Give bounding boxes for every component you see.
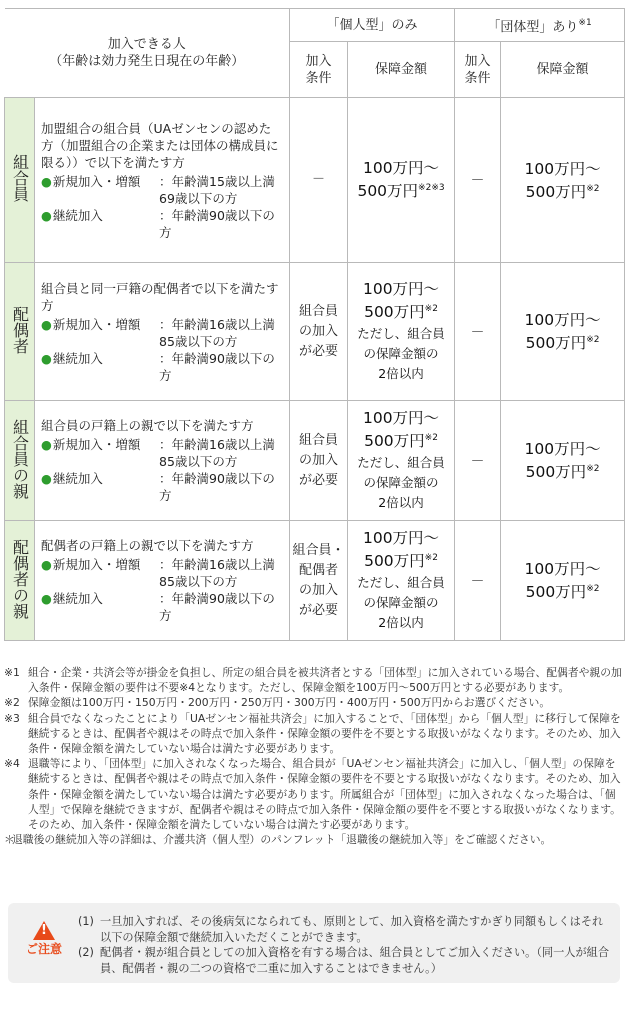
caution-item (78, 914, 613, 945)
bullet-dot-icon: ● (41, 557, 52, 572)
table-row (5, 263, 625, 401)
condition-item-value: ：年齢満15歳以上満69歳以下の方 (159, 173, 275, 206)
individual-amount-sup: ※2 (424, 553, 438, 563)
individual-amount-value: 100万円～ 500万円 (362, 529, 440, 570)
header-team-condition: 加入 条件 (455, 42, 501, 98)
condition-item-label: 継続加入 (52, 207, 103, 223)
individual-amount-sup: ※2 (424, 304, 438, 314)
individual-condition: 組合員 の加入 が必要 (290, 263, 348, 401)
condition-item-label: 新規加入・増額 (52, 316, 141, 332)
footnote (4, 832, 624, 847)
individual-condition: 組合員・ 配偶者 の加入 が必要 (290, 521, 348, 641)
caution-item-mark: (2) (78, 946, 94, 960)
footnotes (4, 665, 624, 847)
condition-item-value: ：年齢満90歳以下の方 (159, 591, 275, 623)
condition-item (41, 350, 283, 384)
eligibility-conditions (35, 98, 290, 263)
footnote (4, 711, 624, 757)
team-amount-value: 100万円～ 500万円 (524, 311, 601, 352)
eligibility-intro: 配偶者の戸籍上の親で以下を満たす方 (41, 538, 254, 553)
team-amount (501, 263, 625, 401)
team-amount (501, 401, 625, 521)
header-team (455, 9, 625, 42)
team-amount-sup: ※2 (586, 464, 600, 474)
condition-item-value: ：年齢満16歳以上満85歳以下の方 (159, 557, 275, 589)
team-amount-sup: ※2 (586, 183, 600, 194)
caution-item-text: 一旦加入すれば、その後病気になられても、原則として、加入資格を満たすかぎり同額もしくはそれ以下の保障金額で継続加入いただくことができます。 (100, 915, 604, 944)
team-condition: － (455, 98, 501, 263)
table-row (5, 521, 625, 641)
eligibility-intro: 加盟組合の組合員（UAゼンセンの認めた方（加盟組合の企業または団体の構成員に限る））で以下を満たす方 (41, 120, 279, 170)
header-team-sup: ※1 (578, 17, 592, 28)
condition-item-label: 継続加入 (52, 350, 103, 366)
footnote-mark: ※2 (4, 696, 20, 710)
condition-item (41, 316, 283, 350)
footnote-mark: ※3 (4, 711, 20, 725)
header-eligible-sub: （年齢は効力発生日現在の年齢） (49, 54, 245, 69)
team-amount (501, 98, 625, 263)
footnote (4, 665, 624, 695)
header-ind-amount: 保障金額 (348, 42, 455, 98)
team-amount-sup: ※2 (586, 584, 600, 594)
table-row (5, 401, 625, 521)
eligibility-intro: 組合員と同一戸籍の配偶者で以下を満たす方 (41, 280, 279, 313)
individual-condition: － (290, 98, 348, 263)
footnote-text: 組合員でなくなったことにより「UAゼンセン福祉共済会」に加入することで、「団体型」から「個人型」に移行して保障を継続するときは、配偶者や親はその時点で加入条件・保障金額の要件を不要とする取扱いがなくなります。そのため、加入条件・保障金額を満たしていない場合は満たす必要があります。 (28, 711, 621, 756)
row-label: 組合員 (5, 98, 35, 263)
individual-amount (348, 263, 455, 401)
condition-item (41, 207, 283, 241)
coverage-table (4, 8, 625, 641)
footnote (4, 756, 624, 832)
individual-amount-note: ただし、組合員 の保障金額の 2倍以内 (357, 326, 445, 381)
condition-item (41, 590, 283, 624)
caution-item-mark: (1) (78, 915, 94, 928)
team-amount (501, 521, 625, 641)
bullet-dot-icon: ● (41, 437, 52, 452)
condition-item-label: 新規加入・増額 (52, 437, 141, 452)
individual-amount-note: ただし、組合員 の保障金額の 2倍以内 (357, 575, 445, 630)
condition-item (41, 436, 283, 470)
team-condition: － (455, 401, 501, 521)
caution-item (78, 945, 613, 976)
bullet-dot-icon: ● (41, 173, 52, 189)
footnote (4, 695, 624, 710)
warning-triangle-icon (33, 921, 55, 940)
individual-amount-value: 100万円～ 500万円 (362, 409, 440, 450)
header-ind-condition: 加入 条件 (290, 42, 348, 98)
eligibility-conditions (35, 521, 290, 641)
footnote-mark: ※4 (4, 757, 20, 771)
row-label: 配偶者 (5, 263, 35, 401)
caution-box (8, 903, 620, 983)
condition-item (41, 556, 283, 590)
row-label: 組合員の親 (5, 401, 35, 521)
footnote-text: 退職後の継続加入等の詳細は、介護共済（個人型）のパンフレット「退職後の継続加入等」をご確認ください。 (12, 833, 552, 847)
row-label: 配偶者の親 (5, 521, 35, 641)
individual-condition: 組合員 の加入 が必要 (290, 401, 348, 521)
bullet-dot-icon: ● (41, 471, 52, 486)
condition-item (41, 173, 283, 207)
bullet-dot-icon: ● (41, 207, 52, 223)
header-eligible (5, 9, 290, 98)
bullet-dot-icon: ● (41, 316, 52, 332)
caution-item-text: 配偶者・親が組合員としての加入資格を有する場合は、組合員としてご加入ください。（同一人が組合員、配偶者・親の二つの資格で二重に加入することはできません。） (100, 946, 610, 975)
condition-item-label: 新規加入・増額 (52, 557, 141, 572)
header-individual-only: 「個人型」のみ (290, 9, 455, 42)
individual-amount-sup: ※2 (424, 433, 438, 443)
team-amount-sup: ※2 (586, 335, 600, 345)
individual-amount (348, 98, 455, 263)
bullet-dot-icon: ● (41, 350, 52, 366)
individual-amount-value: 100万円～ 500万円 (357, 158, 440, 200)
eligibility-intro: 組合員の戸籍上の親で以下を満たす方 (41, 418, 254, 433)
footnote-text: 保障金額は100万円・150万円・200万円・250万円・300万円・400万円・500万円からお選びください。 (28, 696, 551, 710)
header-team-amount: 保障金額 (501, 42, 625, 98)
condition-item-value: ：年齢満90歳以下の方 (159, 471, 275, 503)
table-row (5, 98, 625, 263)
header-eligible-title: 加入できる人 (107, 37, 186, 52)
footnote-text: 退職等により、「団体型」に加入されなくなった場合、組合員が「UAゼンセン福祉共済会」に加入し、「個人型」の保障を継続するときは、配偶者や親はその時点で加入条件・保障金額の要件を不要とする取扱いがなくなります。そのため、加入条件・保障金額を満たしていない場合は満たす必要があります。所属組合が「団体型」に加入されなくなった場合は、「個人型」で保障を継続できますが、配偶者や親はその時点で加入条件・保障金額の要件を不要とする取扱いがなくなります。そのため、加入条件・保障金額を満たしていない場合は満たす必要があります。 (28, 757, 621, 832)
bullet-dot-icon: ● (41, 591, 52, 606)
footnote-text: 組合・企業・共済会等が掛金を負担し、所定の組合員を被共済者とする「団体型」に加入されている場合、配偶者や親の加入条件・保障金額の要件は不要※4となります。ただし、保障金額を100万円～500万円とする必要があります。 (28, 666, 622, 695)
caution-label: ご注意 (25, 942, 62, 956)
individual-amount-value: 100万円～ 500万円 (362, 280, 440, 321)
caution-badge (22, 921, 66, 958)
condition-item-value: ：年齢満90歳以下の方 (159, 207, 275, 240)
individual-amount (348, 521, 455, 641)
condition-item (41, 470, 283, 504)
team-amount-value: 100万円～ 500万円 (524, 440, 601, 481)
eligibility-conditions (35, 263, 290, 401)
header-team-label: 「団体型」あり (487, 19, 579, 35)
condition-item-value: ：年齢満90歳以下の方 (159, 350, 275, 383)
team-amount-value: 100万円～ 500万円 (524, 159, 601, 201)
footnote-mark: ＊ (4, 833, 15, 847)
individual-amount (348, 401, 455, 521)
condition-item-value: ：年齢満16歳以上満85歳以下の方 (159, 316, 275, 349)
footnote-mark: ※1 (4, 666, 20, 679)
caution-items (78, 914, 613, 976)
eligibility-conditions (35, 401, 290, 521)
team-amount-value: 100万円～ 500万円 (524, 560, 601, 601)
team-condition: － (455, 263, 501, 401)
team-condition: － (455, 521, 501, 641)
individual-amount-note: ただし、組合員 の保障金額の 2倍以内 (357, 455, 445, 510)
condition-item-label: 継続加入 (52, 591, 103, 606)
condition-item-label: 継続加入 (52, 471, 103, 486)
condition-item-label: 新規加入・増額 (52, 173, 141, 189)
condition-item-value: ：年齢満16歳以上満85歳以下の方 (159, 437, 275, 469)
individual-amount-sup: ※2※3 (418, 182, 445, 193)
